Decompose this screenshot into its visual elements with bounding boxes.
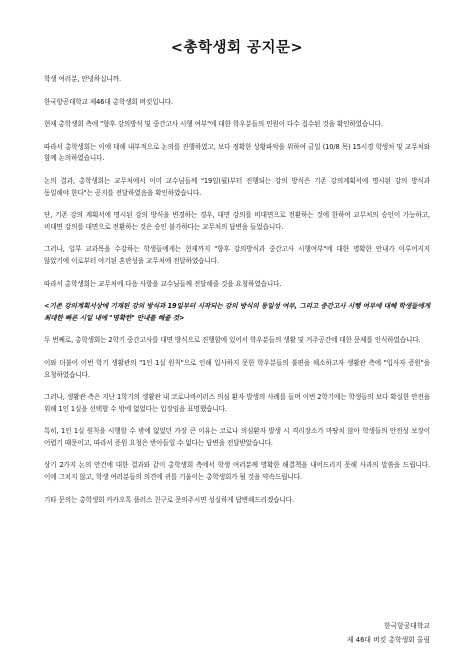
exception-paragraph: 단, 기존 강의 계획서에 명시된 강의 방식을 변경하는 경우, 대면 강의를 비대면으로 전환하는 것에 한하여 교무처의 승인이 가능하고, 비대면 강의를 대면으로 전환하는 것은 승인 불가하다는 교무처의 답변을 들었습니다.	[44, 211, 430, 231]
request-emphasis: <기존 강의계획서상에 기재된 강의 방식과 19일부터 시작되는 강의 방식의 동일성 여부, 그리고 중간고사 시행 여부에 대해 학생들에게 최대한 빠른 시일 내에 "명확한" 안내를 해줄 것>	[44, 302, 430, 322]
request-paragraph: 따라서 총학생회는 교무처에 다음 사항을 교수님들께 전달해줄 것을 요청하였습니다.	[44, 279, 282, 288]
signature-org: 한국항공대학교	[384, 622, 430, 630]
greeting-paragraph: 학생 여러분, 안녕하십니까.	[44, 75, 121, 83]
dorm-response-paragraph: 그러나, 생활관 측은 지난 1학기의 생활관 내 코로나바이러스 의심 환자 발생의 사례를 들며 이번 2학기에는 학생들의 보다 확실한 안전을 위해 1인 1실을 선택할 수 밖에 없었다는 입장임을 표명했습니다.	[44, 393, 430, 413]
dorm-reason-paragraph: 특히, 1인 1실 원칙을 시행할 수 밖에 없었던 가장 큰 이유는 코로나 의심환자 발생 시 격리장소가 마땅치 않아 학생들의 안전성 보장이 어렵기 때문이고, 따라서 증원 요청은 받아들일 수 없다는 답변을 전달받았습니다.	[44, 427, 430, 447]
notice-title: <총학생회 공지문>	[170, 40, 304, 56]
dorm-issue-paragraph: 두 번째로, 총학생회는 2학기 중간고사를 대면 방식으로 진행함에 있어서 학우분들의 생활 및 거주공간에 대한 문제를 인식하였습니다.	[44, 336, 421, 345]
meeting-paragraph: 따라서 총학생회는 이에 대해 내부적으로 논의를 진행하였고, 보다 정확한 상황파악을 위하여 금일 (10/8 목) 15시경 학생처 및 교무처와 함께 논의하였습니다.	[44, 142, 430, 163]
result-paragraph: 논의 결과, 총학생회는 교무처에서 이미 교수님들께 "19일(월)부터 진행되는 강의 방식은 기존 강의계획서에 명시된 강의 방식과 동일해야 한다"는 공지를 전달하였음을 확인하였습니다.	[44, 176, 430, 197]
complaint-paragraph: 현재 총학생회 측에 "향후 강의방식 및 중간고사 시행 여부"에 대한 학우분들의 민원이 다수 접수된 것을 확인하였습니다.	[44, 120, 383, 129]
signature-line: 제 46대 버킷 총학생회 올림	[347, 636, 430, 644]
dorm-request-paragraph: 이와 더불어 이번 학기 생활관의 "1인 1실 원칙"으로 인해 입사하지 못한 학우분들의 불편을 해소하고자 생활관 측에 "입사자 증원"을 요청하였습니다.	[44, 358, 430, 379]
apology-paragraph: 상기 2가지 논의 안건에 대한 결과와 같이 총학생회 측에서 학생 여러분께 명확한 해결책을 내어드리지 못해 사과의 말씀을 드립니다. 이에 그치지 않고, 학생 여러분들의 의견에 귀를 기울이는 총학생회가 될 것을 약속드립니다.	[44, 461, 430, 482]
confusion-paragraph: 그러나, 일부 교과목을 수강하는 학생들에게는 현재까지 "향후 강의방식과 중간고사 시행여부"에 대한 명확한 안내가 이루어지지 않았기에 이로부터 야기된 혼란성을 교무처에 전달하였습니다.	[44, 245, 430, 265]
contact-paragraph: 기타 문의는 총학생회 카카오톡 플러스 친구로 문의주시면 성실하게 답변해드리겠습니다.	[44, 495, 294, 504]
intro-paragraph: 한국항공대학교 제46대 총학생회 버킷입니다.	[44, 97, 174, 106]
